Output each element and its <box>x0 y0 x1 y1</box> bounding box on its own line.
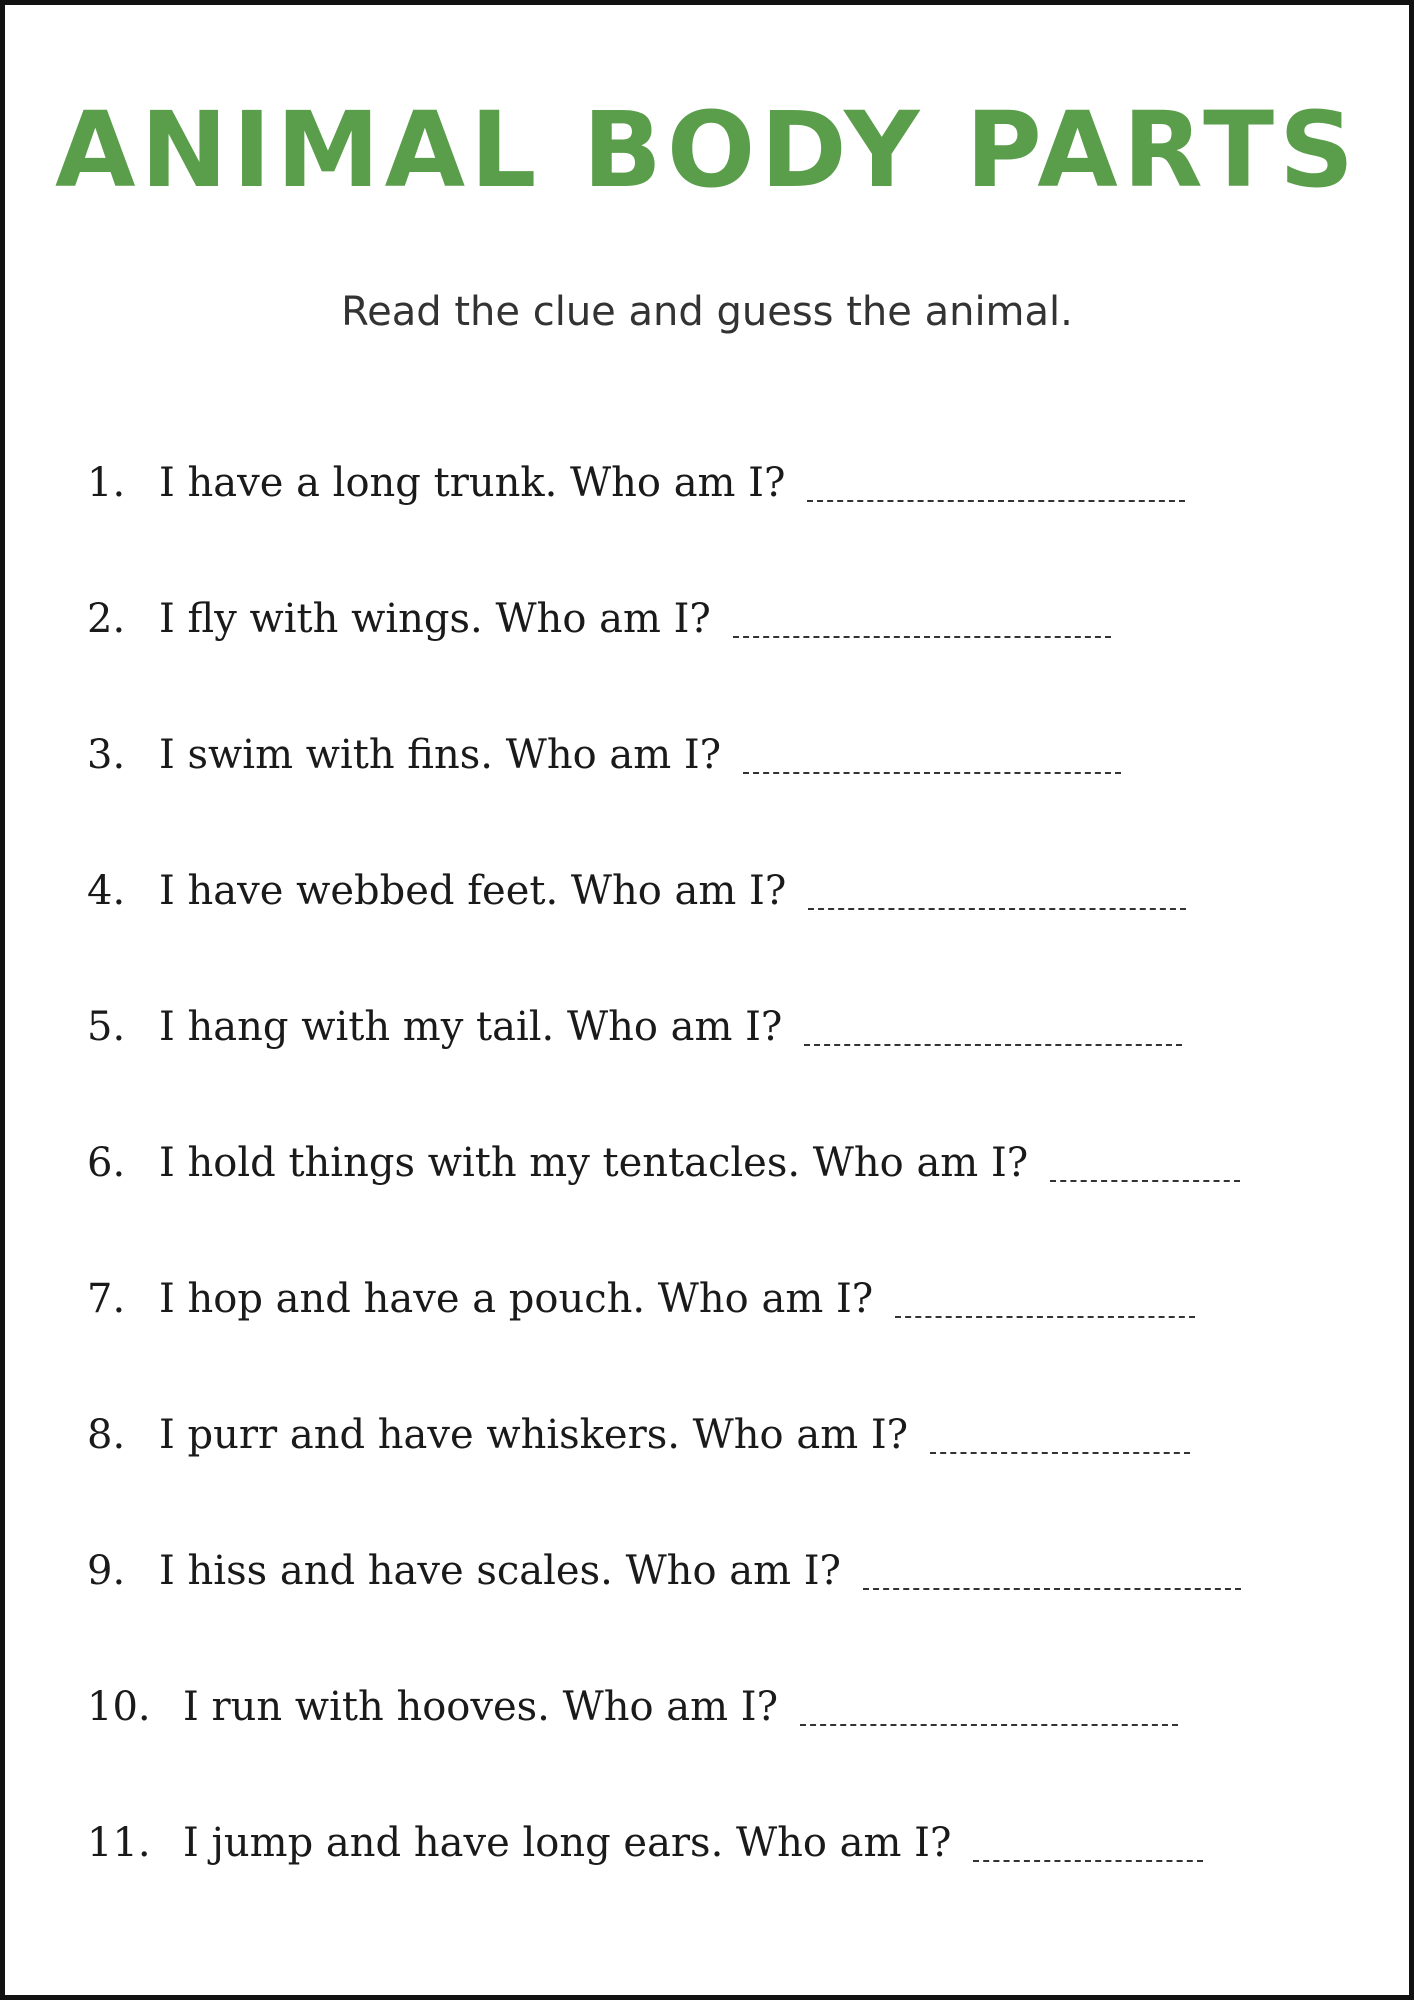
question-clue: I swim with fins. Who am I? <box>159 732 722 778</box>
answer-blank[interactable] <box>807 500 1185 502</box>
question-clue: I jump and have long ears. Who am I? <box>183 1820 952 1866</box>
answer-blank[interactable] <box>733 636 1111 638</box>
question-number: 9. <box>87 1548 126 1594</box>
question-item <box>87 453 1185 513</box>
question-item <box>87 1677 1178 1737</box>
question-clue: I hang with my tail. Who am I? <box>159 1004 783 1050</box>
answer-blank[interactable] <box>1050 1180 1240 1182</box>
question-clue: I purr and have whiskers. Who am I? <box>159 1412 909 1458</box>
worksheet-instructions: Read the clue and guess the animal. <box>341 289 1073 335</box>
answer-blank[interactable] <box>800 1724 1178 1726</box>
question-clue: I run with hooves. Who am I? <box>183 1684 779 1730</box>
question-list <box>5 5 1409 1995</box>
question-item <box>87 1813 1203 1873</box>
question-clue: I have webbed feet. Who am I? <box>159 868 787 914</box>
question-number: 1. <box>87 460 126 506</box>
question-clue: I have a long trunk. Who am I? <box>159 460 786 506</box>
worksheet-title: ANIMAL BODY PARTS <box>54 89 1360 211</box>
question-item <box>87 861 1186 921</box>
question-item <box>87 725 1121 785</box>
question-number: 3. <box>87 732 126 778</box>
question-number: 4. <box>87 868 126 914</box>
answer-blank[interactable] <box>895 1316 1195 1318</box>
answer-blank[interactable] <box>863 1588 1241 1590</box>
question-item <box>87 1269 1195 1329</box>
question-number: 10. <box>87 1684 151 1730</box>
question-number: 8. <box>87 1412 126 1458</box>
answer-blank[interactable] <box>808 908 1186 910</box>
question-number: 2. <box>87 596 126 642</box>
question-item <box>87 589 1111 649</box>
answer-blank[interactable] <box>743 772 1121 774</box>
question-item <box>87 1405 1190 1465</box>
question-number: 7. <box>87 1276 126 1322</box>
question-clue: I fly with wings. Who am I? <box>159 596 711 642</box>
answer-blank[interactable] <box>930 1452 1190 1454</box>
question-number: 5. <box>87 1004 126 1050</box>
question-item <box>87 997 1182 1057</box>
question-clue: I hold things with my tentacles. Who am I? <box>159 1140 1029 1186</box>
answer-blank[interactable] <box>804 1044 1182 1046</box>
question-number: 6. <box>87 1140 126 1186</box>
question-item <box>87 1133 1240 1193</box>
answer-blank[interactable] <box>973 1860 1203 1862</box>
question-clue: I hop and have a pouch. Who am I? <box>159 1276 874 1322</box>
question-clue: I hiss and have scales. Who am I? <box>159 1548 841 1594</box>
question-item <box>87 1541 1241 1601</box>
question-number: 11. <box>87 1820 151 1866</box>
